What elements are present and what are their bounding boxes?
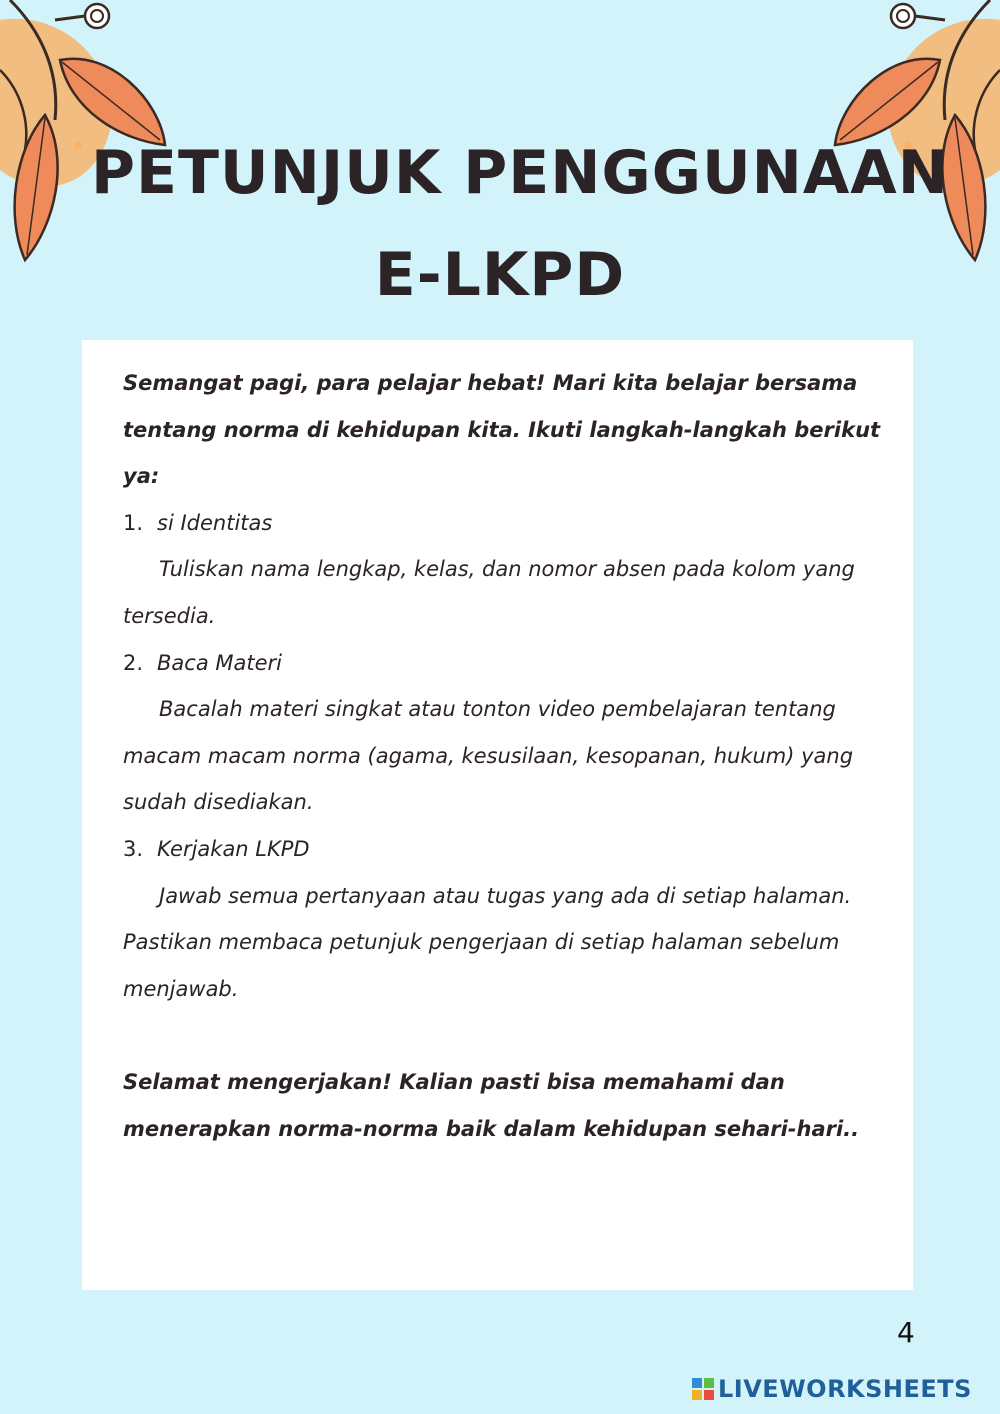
step-2-title: Baca Materi: [157, 650, 282, 675]
step-1-heading: [123, 500, 903, 547]
step-3-number: 3.: [123, 836, 144, 861]
leaf-decoration-left-icon: [0, 0, 200, 270]
step-2-body: Bacalah materi singkat atau tonton video pembelajaran tentang macam macam norma (agama, kesusilaan, kesopanan, hukum) yang sudah disediakan.: [123, 697, 854, 815]
page-title-line-1: PETUNJUK PENGGUNAAN: [91, 138, 949, 208]
step-1-title: si Identitas: [157, 510, 273, 535]
instructions-content: [123, 360, 903, 1152]
step-3-heading: [123, 826, 903, 873]
step-3-body: Jawab semua pertanyaan atau tugas yang ada di setiap halaman. Pastikan membaca petunjuk pengerjaan di setiap halaman sebelum menjawab.: [123, 883, 852, 1001]
brand-name: LIVEWORKSHEETS: [718, 1375, 972, 1403]
step-2-heading: [123, 640, 903, 687]
closing-text: Selamat mengerjakan! Kalian pasti bisa memahami dan menerapkan norma-norma baik dalam kehidupan sehari-hari..: [123, 1069, 860, 1141]
instructions-card: [82, 340, 913, 1290]
spacer: [123, 1012, 903, 1059]
page-number: 4: [897, 1316, 915, 1349]
liveworksheets-brand[interactable]: [692, 1373, 972, 1405]
step-1-body: Tuliskan nama lengkap, kelas, dan nomor absen pada kolom yang tersedia.: [123, 557, 855, 628]
step-3-title: Kerjakan LKPD: [157, 836, 310, 861]
step-1-number: 1.: [123, 510, 144, 535]
leaf-decoration-right-icon: [800, 0, 1000, 270]
step-2-number: 2.: [123, 650, 144, 675]
page-title-line-2: E-LKPD: [374, 240, 626, 310]
intro-text: Semangat pagi, para pelajar hebat! Mari kita belajar bersama tentang norma di kehidupan kita. Ikuti langkah-langkah berikut ya:: [123, 371, 881, 489]
liveworksheets-logo-icon: [692, 1378, 714, 1400]
